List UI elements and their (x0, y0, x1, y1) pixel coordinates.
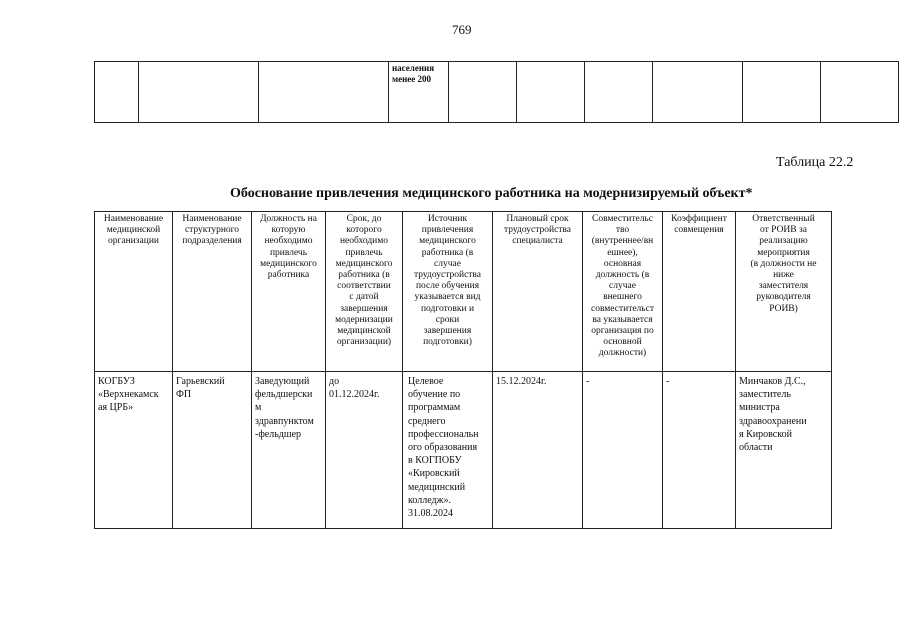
text-line: необходимо (264, 236, 313, 247)
text-line: Заведующий (255, 376, 310, 387)
text-line: среднего (408, 415, 446, 427)
text-line: ниже (773, 270, 794, 281)
text-line: завершения (340, 303, 388, 314)
header-deadline (326, 212, 403, 372)
text-line: медицинской (106, 225, 161, 236)
fragment-cell (95, 62, 139, 123)
text-line: трудоустройства (503, 225, 572, 236)
header-coefficient (663, 212, 736, 372)
text-line: в КОГПОБУ (408, 455, 462, 467)
text-line: структурного (184, 225, 240, 236)
fragment-cell (259, 62, 389, 123)
cell-combination (583, 372, 663, 529)
text-line: от РОИВ за (760, 225, 807, 236)
text-line: организации) (336, 337, 392, 348)
text-line: руководителя (756, 292, 811, 303)
fragment-cell-text (389, 62, 449, 123)
text-line: менее 200 (392, 74, 432, 84)
fragment-cell (517, 62, 585, 123)
text-line: Наименование (182, 214, 242, 224)
header-unit (173, 212, 252, 372)
header-planned-date (493, 212, 583, 372)
text-line: м (255, 402, 262, 414)
text-line: подготовки) (423, 337, 472, 348)
text-line: медицинской (337, 326, 391, 337)
text-line: Целевое (408, 376, 444, 387)
text-line: области (739, 442, 773, 454)
text-line: реализацию (759, 236, 808, 247)
text-line: министра (739, 402, 780, 414)
fragment-cell (449, 62, 517, 123)
text-line: сроки (435, 314, 460, 325)
cell-org (95, 372, 173, 529)
cell-source (403, 372, 493, 529)
text-line: до (329, 376, 340, 387)
text-line: ФП (176, 389, 192, 401)
text-line: КОГБУЗ (98, 376, 135, 387)
fragment-cell (585, 62, 653, 123)
text-line: Совместительс (592, 214, 653, 224)
cell-coefficient (663, 372, 736, 529)
text-line: Плановый срок (506, 214, 569, 224)
cell-deadline (326, 372, 403, 529)
text-line: Минчаков Д.С., (739, 376, 806, 387)
text-line: работника (в (338, 270, 390, 281)
text-line: с датой (349, 292, 379, 303)
text-line: РОИВ) (769, 303, 798, 314)
text-line: организации (107, 236, 159, 247)
text-line: мероприятия (757, 247, 810, 258)
text-line: которого (346, 225, 382, 236)
header-responsible (736, 212, 832, 372)
text-line: необходимо (339, 236, 389, 247)
header-source (403, 212, 493, 372)
text-line: - (586, 376, 590, 387)
text-line: я Кировской (739, 428, 792, 440)
text-line: подготовки и (420, 303, 475, 314)
text-line: привлечения (421, 225, 474, 236)
text-line: «Кировский (408, 468, 460, 480)
text-line: совмещения (674, 225, 724, 236)
text-line: основная (603, 258, 642, 269)
text-line: профессиональн (408, 428, 479, 440)
fragment-cell (653, 62, 743, 123)
staffing-table (94, 211, 832, 529)
text-line: здравоохранени (739, 415, 807, 427)
text-line: населения (392, 63, 435, 73)
text-line: работника (в (421, 247, 474, 258)
text-line: которую (271, 225, 306, 236)
text-line: ва указывается (592, 314, 653, 325)
text-line: указывается вид (414, 292, 481, 303)
text-line: случае (609, 281, 636, 292)
header-org (95, 212, 173, 372)
text-line: Срок, до (346, 214, 382, 224)
text-line: 15.12.2024г. (496, 376, 547, 387)
text-line: специалиста (512, 236, 563, 247)
text-line: Наименование (103, 214, 164, 224)
text-line: Источник (427, 214, 468, 224)
page-number: 769 (452, 22, 472, 37)
fragment-cell (821, 62, 899, 123)
table-label: Таблица 22.2 (776, 155, 854, 170)
text-line: Гарьевский (176, 376, 225, 387)
table-row (95, 372, 832, 529)
text-line: медицинского (335, 258, 393, 269)
table-header-row (95, 212, 832, 372)
text-line: 31.08.2024 (408, 508, 453, 520)
text-line: обучение по (408, 389, 461, 401)
cell-responsible (736, 372, 832, 529)
text-line: «Верхнекамск (98, 389, 159, 401)
text-line: Коэффициент (671, 214, 727, 224)
cell-planned-date (493, 372, 583, 529)
text-line: медицинского (260, 258, 317, 269)
text-line: медицинский (408, 481, 466, 493)
text-line: подразделения (182, 236, 242, 247)
text-line: внешнего (603, 292, 642, 303)
text-line: тво (615, 225, 630, 236)
text-line: привлечь (269, 247, 308, 258)
text-line: должность (в (595, 270, 650, 281)
fragment-cell (743, 62, 821, 123)
table-title: Обоснование привлечения медицинского работника на модернизируемый объект* (230, 186, 753, 201)
text-line: совместительст (590, 303, 655, 314)
text-line: работника (267, 270, 310, 281)
text-line: организация по (591, 326, 654, 337)
header-combination (583, 212, 663, 372)
fragment-cell (139, 62, 259, 123)
text-line: случае (434, 258, 461, 269)
text-line: привлечь (345, 247, 383, 258)
text-line: здравпунктом (255, 415, 314, 427)
text-line: трудоустройства (413, 270, 482, 281)
text-line: (внутреннее/вн (591, 236, 654, 247)
text-line: -фельдшер (255, 428, 302, 440)
text-line: должности) (598, 348, 647, 359)
text-line: (в должности не (750, 258, 817, 269)
text-line: заместителя (758, 281, 809, 292)
text-line: - (666, 376, 670, 387)
text-line: ешнее), (607, 247, 638, 258)
text-line: медицинского (419, 236, 476, 247)
text-line: Ответственный (752, 214, 815, 224)
text-line: фельдшерски (255, 389, 313, 401)
text-line: после обучения (415, 281, 480, 292)
cell-unit (173, 372, 252, 529)
text-line: основной (603, 337, 642, 348)
cell-position (252, 372, 326, 529)
previous-table-fragment (94, 61, 899, 123)
text-line: ого образования (408, 442, 478, 454)
text-line: колледж». (408, 494, 452, 506)
text-line: Должность на (260, 214, 317, 224)
text-line: ая ЦРБ» (98, 402, 134, 414)
text-line: модернизации (335, 314, 393, 325)
header-position (252, 212, 326, 372)
text-line: соответствии (337, 281, 391, 292)
text-line: 01.12.2024г. (329, 389, 380, 401)
text-line: завершения (423, 326, 472, 337)
text-line: заместитель (739, 389, 791, 401)
text-line: программам (408, 402, 461, 414)
